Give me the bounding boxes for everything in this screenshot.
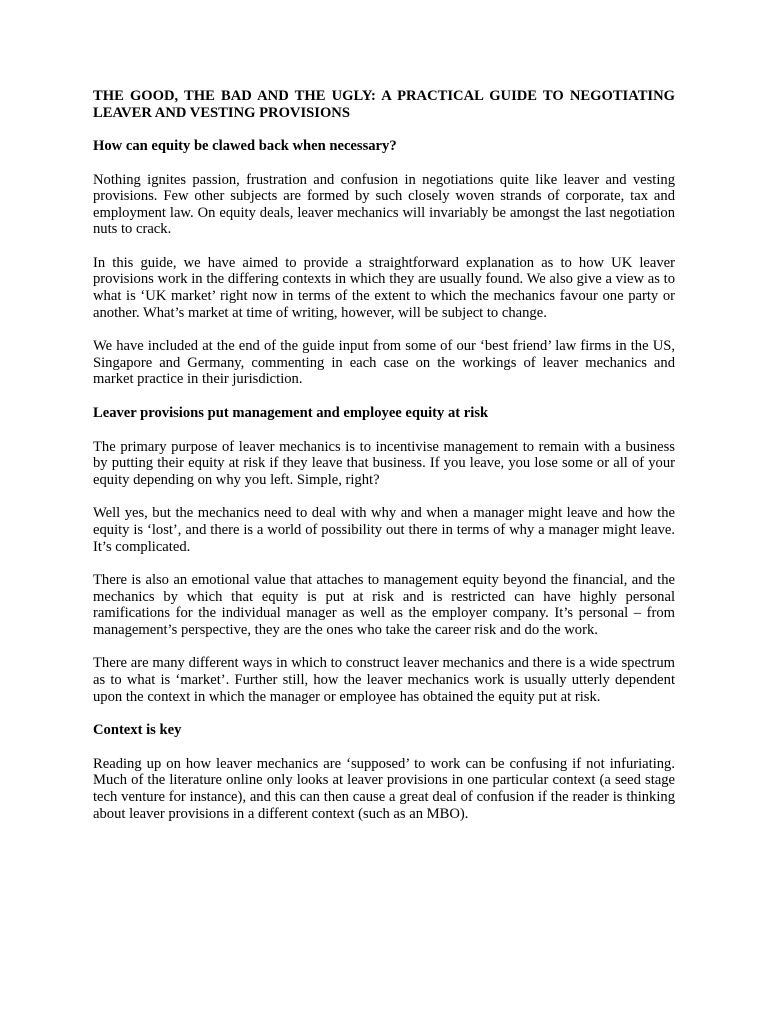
document-page: [93, 88, 675, 839]
section-leaver-provisions: [93, 405, 675, 705]
paragraph: There is also an emotional value that attaches to management equity beyond the financial, and the mechanics by which that equity is put at risk and is restricted can have highly personal ramifications for the individual manager as well as the employer company. It’s personal – from management’s perspective, they are the ones who take the career risk and do the work.: [93, 572, 675, 638]
paragraph: Reading up on how leaver mechanics are ‘supposed’ to work can be confusing if not infuriating. Much of the literature online only looks at leaver provisions in one particular context (a seed stage tech venture for instance), and this can then cause a great deal of confusion if the reader is thinking about leaver provisions in a different context (such as an MBO).: [93, 755, 675, 822]
section-heading: Leaver provisions put management and employee equity at risk: [93, 405, 489, 422]
paragraph: In this guide, we have aimed to provide a straightforward explanation as to how UK leaver provisions work in the differing contexts in which they are usually found. We also give a view as to what is ‘UK market’ right now in terms of the extent to which the mechanics favour one party or another. What’s market at time of writing, however, will be subject to change.: [93, 254, 675, 321]
section-heading: Context is key: [93, 722, 182, 739]
section-clawback: [93, 138, 675, 388]
paragraph: There are many different ways in which to construct leaver mechanics and there is a wide spectrum as to what is ‘market’. Further still, how the leaver mechanics work is usually utterly dependent upon the context in which the manager or employee has obtained the equity put at risk.: [93, 655, 675, 705]
document-title: THE GOOD, THE BAD AND THE UGLY: A PRACTICAL GUIDE TO NEGOTIATING LEAVER AND VESTING PROVISIONS: [93, 88, 675, 121]
section-heading: How can equity be clawed back when necessary?: [93, 138, 397, 154]
section-context: [93, 722, 675, 822]
paragraph: The primary purpose of leaver mechanics is to incentivise management to remain with a business by putting their equity at risk if they leave that business. If you leave, you lose some or all of your equity depending on why you left. Simple, right?: [93, 438, 675, 488]
paragraph: We have included at the end of the guide input from some of our ‘best friend’ law firms in the US, Singapore and Germany, commenting in each case on the workings of leaver mechanics and market practice in their jurisdiction.: [93, 338, 675, 388]
paragraph: Nothing ignites passion, frustration and confusion in negotiations quite like leaver and vesting provisions. Few other subjects are formed by such closely woven strands of corporate, tax and employment law. On equity deals, leaver mechanics will invariably be amongst the last negotiation nuts to crack.: [93, 171, 675, 238]
paragraph: Well yes, but the mechanics need to deal with why and when a manager might leave and how the equity is ‘lost’, and there is a world of possibility out there in terms of why a manager might leave. It’s complicated.: [93, 505, 675, 555]
